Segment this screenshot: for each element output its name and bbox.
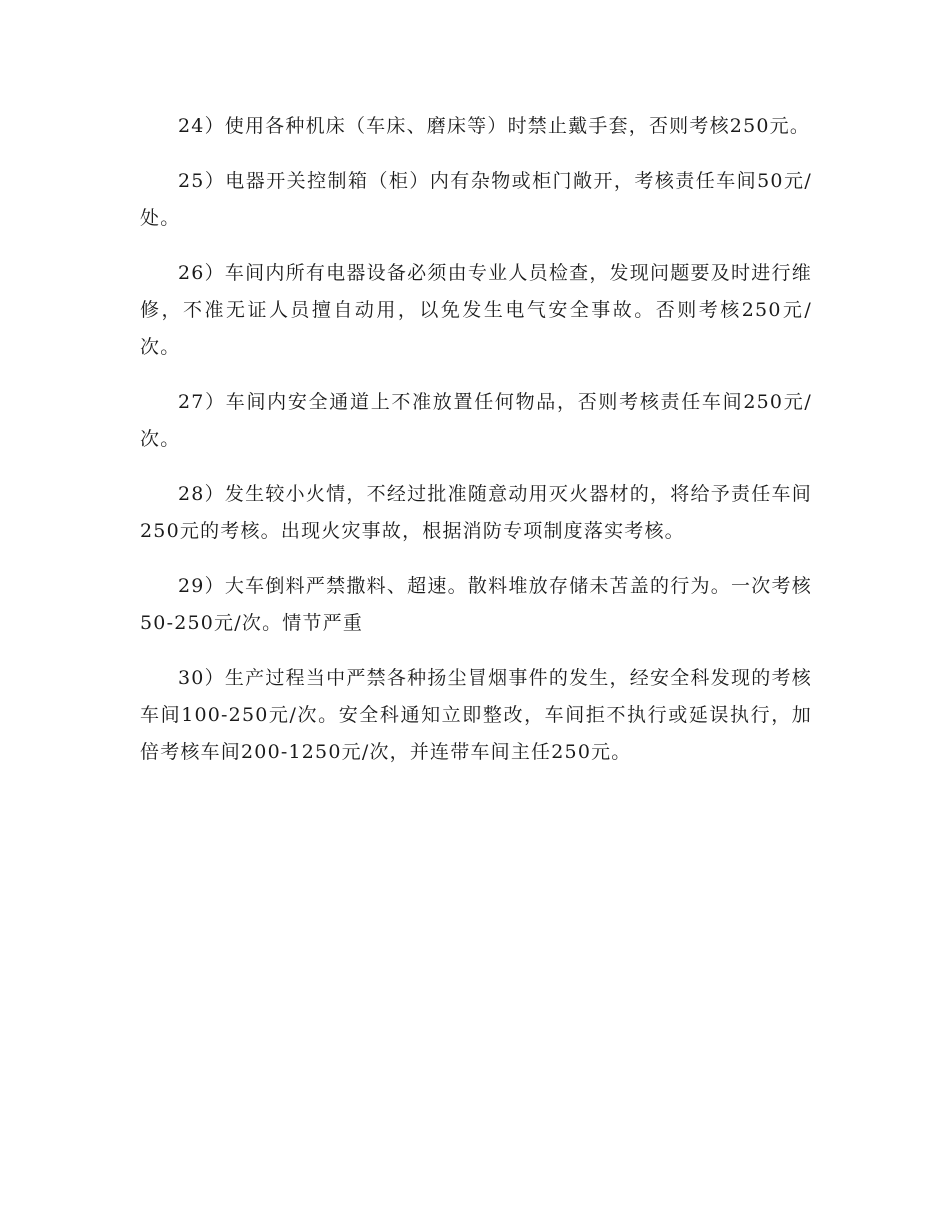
clause-24: 24）使用各种机床（车床、磨床等）时禁止戴手套，否则考核250元。 (178, 115, 811, 137)
clause-25: 25）电器开关控制箱（柜）内有杂物或柜门敞开，考核责任车间50元/处。 (140, 170, 812, 229)
clause-29: 29）大车倒料严禁撒料、超速。散料堆放存储未苫盖的行为。一次考核50-250元/次。情节严重 (140, 575, 812, 634)
clause-27: 27）车间内安全通道上不准放置任何物品，否则考核责任车间250元/次。 (140, 391, 812, 450)
clause-28: 28）发生较小火情，不经过批准随意动用灭火器材的，将给予责任车间250元的考核。出现火灾事故，根据消防专项制度落实考核。 (140, 483, 812, 542)
clause-26: 26）车间内所有电器设备必须由专业人员检查，发现问题要及时进行维修，不准无证人员擅自动用，以免发生电气安全事故。否则考核250元/次。 (140, 262, 812, 358)
document-body (140, 108, 812, 789)
clause-30: 30）生产过程当中严禁各种扬尘冒烟事件的发生，经安全科发现的考核车间100-250元/次。安全科通知立即整改，车间拒不执行或延误执行，加倍考核车间200-1250元/次，并连带车间主任250元。 (140, 667, 812, 763)
